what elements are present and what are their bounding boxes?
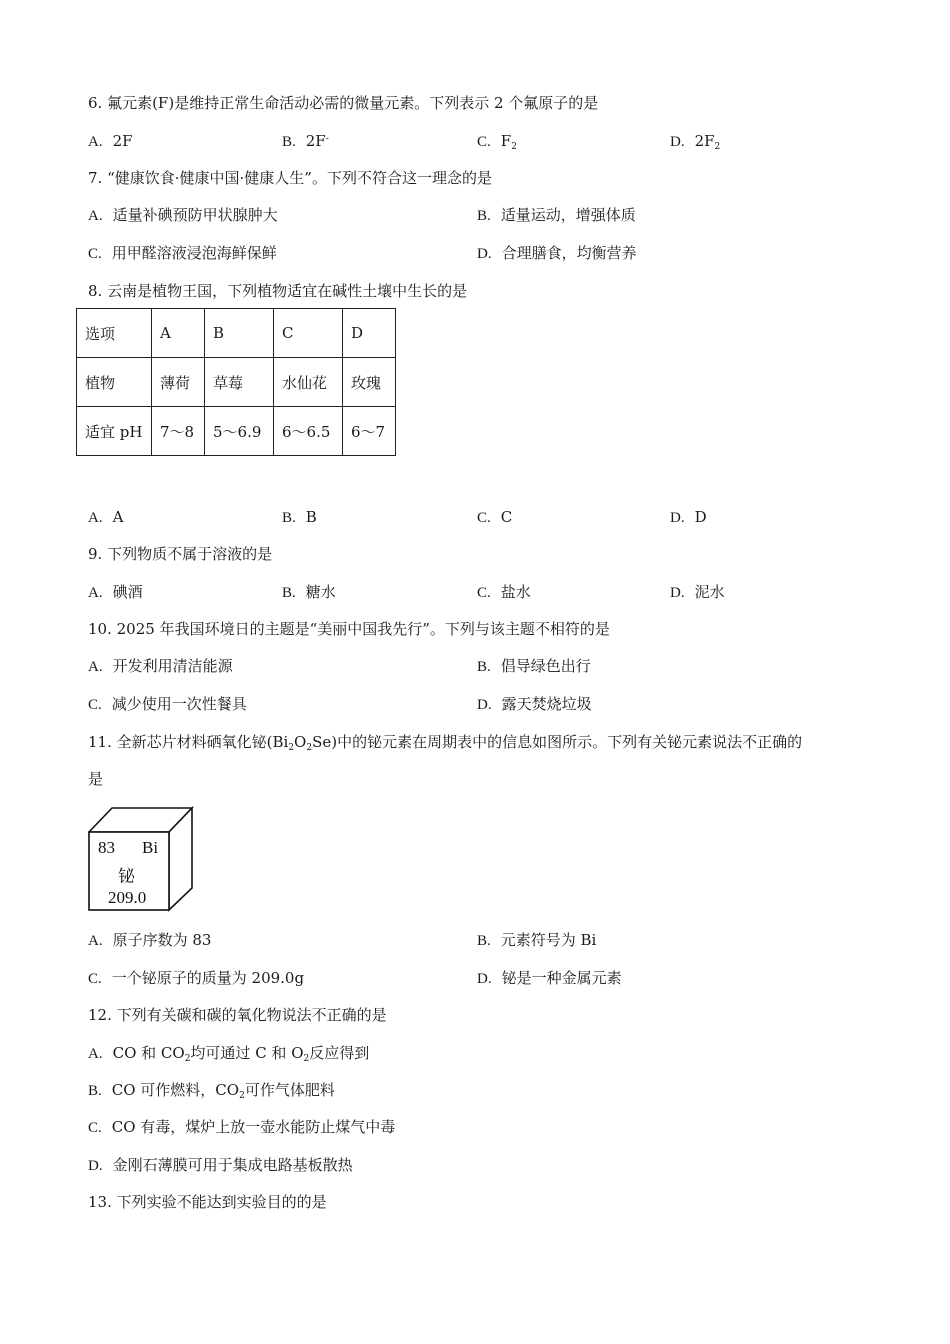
q9-option-d: D. 泥水 <box>670 583 725 601</box>
table-cell: C <box>274 309 343 358</box>
question-11-stem-line2: 是 <box>88 770 104 788</box>
q9-option-a: A. 碘酒 <box>88 583 143 601</box>
table-cell: 6～6.5 <box>274 407 343 456</box>
q12-option-d: D. 金刚石薄膜可用于集成电路基板散热 <box>88 1156 353 1174</box>
question-6-stem: 6. 氟元素(F)是维持正常生命活动必需的微量元素。下列表示 2 个氟原子的是 <box>88 94 599 112</box>
table-cell: 7～8 <box>152 407 205 456</box>
q6-option-c: C. $F_2$ <box>477 132 517 152</box>
q11-option-b: B. 元素符号为 Bi <box>477 931 597 949</box>
q10-option-c: C. 减少使用一次性餐具 <box>88 695 247 713</box>
q10-option-d: D. 露天焚烧垃圾 <box>477 695 592 713</box>
table-cell: A <box>152 309 205 358</box>
table-cell: 5～6.9 <box>205 407 274 456</box>
q8-option-d: D. D <box>670 508 707 526</box>
q7-option-a: A. 适量补碘预防甲状腺肿大 <box>88 206 278 224</box>
q11-option-c: C. 一个铋原子的质量为 209.0g <box>88 969 305 987</box>
question-8-stem: 8. 云南是植物王国，下列植物适宜在碱性土壤中生长的是 <box>88 282 468 300</box>
q11-option-d: D. 铋是一种金属元素 <box>477 969 622 987</box>
ph-table <box>76 308 396 456</box>
question-7-stem: 7. “健康饮食·健康中国·健康人生”。下列不符合这一理念的是 <box>88 169 492 187</box>
q7-option-b: B. 适量运动，增强体质 <box>477 206 636 224</box>
table-cell: 草莓 <box>205 358 274 407</box>
element-name: 铋 <box>118 867 135 887</box>
question-13-stem: 13. 下列实验不能达到实验目的的是 <box>88 1193 327 1211</box>
q11-option-a: A. 原子序数为 83 <box>88 931 212 949</box>
q6-option-b: B. 2F- <box>282 132 329 150</box>
q12-option-a: A. CO 和 $CO_2$均可通过 C 和 $O_2$反应得到 <box>88 1044 370 1064</box>
question-9-stem: 9. 下列物质不属于溶液的是 <box>88 545 273 563</box>
q6-option-d: D. $2F_2$ <box>670 132 721 152</box>
element-tile-bismuth <box>88 806 194 912</box>
question-11-stem: 11. 全新芯片材料硒氧化铋$(Bi_2O_2Se)$中的铋元素在周期表中的信息如图所示。下列有关铋元素说法不正确的 <box>88 733 803 753</box>
table-row <box>77 407 396 456</box>
table-cell: 6～7 <box>343 407 396 456</box>
q9-option-b: B. 糖水 <box>282 583 336 601</box>
atomic-number: 83 <box>98 838 115 857</box>
table-row <box>77 309 396 358</box>
q10-option-a: A. 开发利用清洁能源 <box>88 657 233 675</box>
table-cell: 适宜 pH <box>77 407 152 456</box>
question-12-stem: 12. 下列有关碳和碳的氧化物说法不正确的是 <box>88 1006 387 1024</box>
question-10-stem: 10. 2025 年我国环境日的主题是“美丽中国我先行”。下列与该主题不相符的是 <box>88 620 610 638</box>
q12-option-c: C. CO 有毒，煤炉上放一壶水能防止煤气中毒 <box>88 1118 396 1136</box>
q12-option-b: B. CO 可作燃料，$CO_2$可作气体肥料 <box>88 1081 335 1101</box>
table-row <box>77 358 396 407</box>
table-cell: 植物 <box>77 358 152 407</box>
element-symbol: Bi <box>142 838 159 857</box>
table-cell: 薄荷 <box>152 358 205 407</box>
table-cell: D <box>343 309 396 358</box>
table-cell: 水仙花 <box>274 358 343 407</box>
q8-option-b: B. B <box>282 508 317 526</box>
q6-option-a: A. 2F <box>88 132 133 150</box>
atomic-mass: 209.0 <box>108 888 147 907</box>
q7-option-c: C. 用甲醛溶液浸泡海鲜保鲜 <box>88 244 277 262</box>
q7-option-d: D. 合理膳食，均衡营养 <box>477 244 637 262</box>
q10-option-b: B. 倡导绿色出行 <box>477 657 591 675</box>
q8-option-a: A. A <box>88 508 124 526</box>
table-cell: B <box>205 309 274 358</box>
q9-option-c: C. 盐水 <box>477 583 531 601</box>
table-cell: 选项 <box>77 309 152 358</box>
table-cell: 玫瑰 <box>343 358 396 407</box>
q8-option-c: C. C <box>477 508 513 526</box>
